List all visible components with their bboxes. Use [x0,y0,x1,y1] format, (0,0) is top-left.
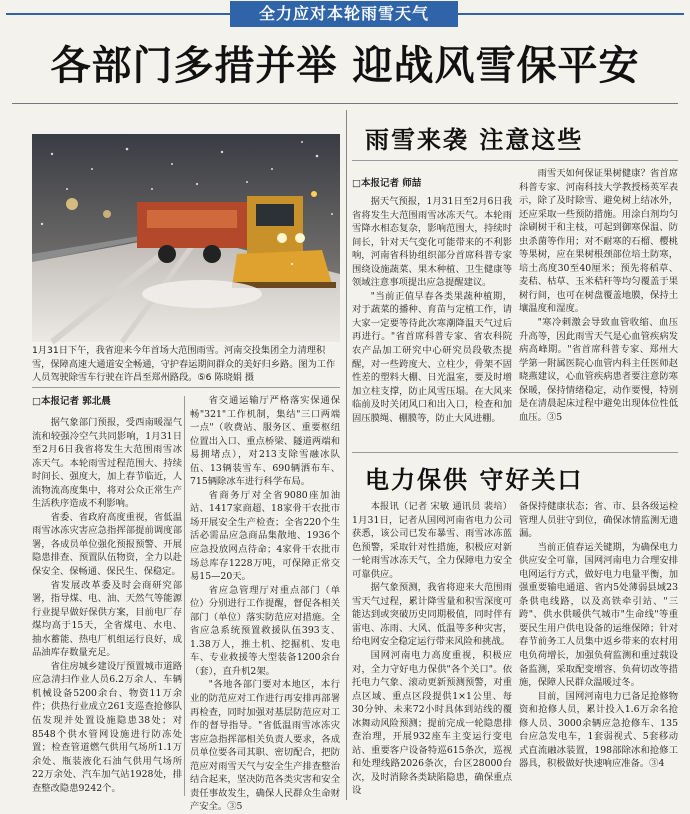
paragraph: 省发展改革委及时会商研究部署，指导煤、电、油、天然气等能源行业提早做好保供方案，目前电厂存煤均高于15天，全省煤电、水电、抽水蓄能、热电厂机组运行良好，成品油库存数量充足。 [32,579,182,659]
paragraph: 省商务厅对全省9080座加油站、1417家商超、18家骨干农批市场开展安全生产检查；全省220个生活必需品应急商品集散地、1936个应急投放网点待命；4家骨干农批市场总库存1228万吨，可保障正常交易15—20天。 [190,489,340,583]
paragraph: 当前正值春运关键期，为确保电力供应安全可靠，国网河南电力合理安排电网运行方式，做好电力电量平衡，加强重要输电通道、省内5处薄弱县域23条供电线路，以及高铁牵引站、"三跨"、供水供暖供气城市"生命线"等重要民生用户供电设备的运维保障；针对春节前务工人员集中返乡带来的农村用电负荷增长，加强负荷监测和重过载设备监测，采取配变增容、负荷切改等措施，保障人民群众温暖过冬。 [519,541,678,689]
banner-line-right [458,13,684,15]
right-article-1-title: 雨雪来袭 注意这些 [365,126,584,154]
main-headline: 各部门多措并举 迎战风雪保平安 [50,43,640,89]
paragraph: 省应急管理厅对重点部门（单位）分别进行工作提醒，督促各相关部门（单位）落实防范应对措施。全省应急系统预置救援队伍393支、1.38万人，推土机、挖掘机、发电车、专业救援等大型装备1200余台（套），直升机2架。 [190,584,340,677]
headline-divider [12,103,678,104]
paragraph: 备保持健康状态；省、市、县各级运检管理人员驻守到位，确保冰情监测无遗漏。 [519,501,678,540]
snowplow-scene-icon [32,134,340,342]
paragraph: 国网河南电力高度重视，积极应对，全力守好电力保供"各个关口"。依托电力气象、滚动更新预测预警，对重点区域、重点区段提供1×1公里、每30分钟、未来72小时具体到站线的覆冰舞动风险预测；提前完成一轮隐患排查治理，开展932座车主变运行变电站、重要客户设备特巡615条次，巡视和处理线路2026条次，台区28000台次，及时消除各类缺陷隐患，确保重点设 [352,650,512,797]
column-divider [184,396,185,796]
paragraph: 据气象部门预报，受西南暖湿气流和较强冷空气共同影响，1月31日至2月6日我省将发生大范围雨雪冰冻天气。本轮雨雪过程范围大、持续时间长、强度大，加上春节临近，人流物流高度集中，将对公众正常生产生活秩序造成不利影响。 [32,417,182,510]
right-article-2-col1 [352,500,512,798]
photo-caption: 1月31日下午，我省迎来今年首场大范围雨雪。河南交投集团全力清理积雪，保障高速大通道安全畅通，守护春运期间群众的美好归乡路。图为工作人员驾驶除雪车行驶在许昌至郑州路段。⑤6 陈晓娟 摄 [32,345,336,384]
paragraph: 雨雪天如何保证果树健康？省首席科普专家、河南科技大学教授杨英军表示，除了及时除雪、避免树上结冰外，还应采取一些预防措施。用涂白剂均匀涂刷树干和主枝，可起到御寒保温、防虫杀菌等作用；对不耐寒的石榴、樱桃等果树，应在果树根颈部位培土防寒，培土高度30至40厘米；预先将稻草、麦秸、枯草、玉米秸秆等均匀覆盖于果树行间，也可在树盘覆盖地膜，保持土壤温度和湿度。 [519,168,678,315]
article-2-top-divider [352,452,678,453]
snowplow-truck-photo [32,134,340,342]
section-divider [346,110,347,800]
right-article-2-col2 [519,500,678,771]
paragraph: "寒冷刺激会导致血管收缩、血压升高等，因此雨雪天气是心血管疾病发病高峰期。"省首席科普专家、郑州大学第一附属医院心血管内科主任医师赵晓燕建议，心血管疾病患者要注意防寒保暖，保持情绪稳定，动作要慢，特别是在清晨起床过程中避免出现体位性低血压。③5 [519,317,678,423]
caption-divider [32,387,340,388]
left-article-byline: □本报记者 郭北晨 [32,396,111,407]
paragraph: 省住房城乡建设厅预置城市道路应急清扫作业人员6.2万余人、车辆机械设备5200余台、物资11万余件；供热行业成立261支巡查抢修队伍发现并处置设施隐患38处；对8548个供水管网设施进行防冻处置；检查管道燃气供用气场所1.1万余处、瓶装液化石油气供用气场所22万余处、汽车加气站1928处，排查整改隐患9242个。 [32,660,182,794]
right-article-1-col2 [519,167,678,424]
right-article-1-byline: □本报记者 师喆 [352,178,422,189]
paragraph: 目前，国网河南电力已备足抢修物资和抢修人员，累计投入1.6万余名抢修人员、3000余辆应急抢修车、135台应急发电车，1套弱视式、5套移动式直流融冰装置，198部除冰和抢修工器具，积极做好快速响应准备。③4 [519,690,678,770]
paragraph: "当前正值早春各类果蔬种植期，对于蔬菜的播种、育苗与定植工作，请大家一定要等待此次寒潮降温天气过后再进行。"省首席科普专家、省农科院农产品加工研究中心研究员段敬杰提醒，对一些跨度大、立柱少，骨架不固性差的塑料大棚、日光温室，要及时增加立柱支撑，防止风雪压塌。在大风来临前及时关闭风口和出入口，检查和加固压膜绳、棚膜等，防止大风进棚。 [352,290,512,424]
paragraph: 据天气预报，1月31日至2月6日我省将发生大范围雨雪冰冻天气。本轮雨雪降水相态复杂，影响范围大，持续时间长，针对天气变化可能带来的不利影响，河南省科协组织部分首席科普专家围绕设施蔬菜、果木种植、卫生健康等领域注意事项提出应急提醒建议。 [352,196,512,289]
paragraph: 省交通运输厅严格落实保通保畅"321"工作机制，集结"三口两端一点"（收费站、服务区、重要枢纽位置出入口、重点桥梁、隧道两端和易拥堵点），对213支除雪融冰队伍、13辆装雪车、690辆洒布车、715辆除冰车进行科学布局。 [190,395,340,488]
right-article-1-col1 [352,195,512,425]
banner-line-left [6,13,230,15]
paragraph: 省委、省政府高度重视，省低温雨雪冰冻灾害应急指挥部提前调度部署，各成员单位强化预报预警、开展隐患排查、预置队伍物资，全力以赴保安全、保畅通、保民生、保稳定。 [32,511,182,578]
right-article-2-title: 电力保供 守好关口 [365,466,584,494]
paragraph: 据气象预测，我省将迎来大范围雨雪天气过程，累计降雪量和积雪深度可能达到或突破历史同期极值，同时伴有雷电、冻雨、大风、低温等多种灾害，给电网安全稳定运行带来风险和挑战。 [352,582,512,648]
left-article-col1 [32,416,182,795]
paragraph: "各地各部门要对本地区，本行业的防范应对工作进行再安排再部署再检查，同时加强对基层防范应对工作的督导指导。"省低温雨雪冰冻灾害应急指挥部相关负责人要求，各成员单位要各司其职、密切配合，把防范应对雨雪天气与安全生产排查整治结合起来，坚决防范各类灾害和安全责任事故发生，确保人民群众生命财产安全。③5 [190,679,340,813]
section-banner [0,0,690,28]
paragraph: 本报讯（记者 宋敏 通讯员 裴培）1月31日，记者从国网河南省电力公司获悉，该公司已发布暴雪、雨雪冰冻蓝色预警，采取针对性措施，积极应对新一轮雨雪冰冻天气，全力保障电力安全可靠供应。 [352,501,512,580]
left-article-col2 [190,394,340,814]
article-1-divider [352,160,678,161]
section-banner-title: 全力应对本轮雨雪天气 [230,1,458,27]
